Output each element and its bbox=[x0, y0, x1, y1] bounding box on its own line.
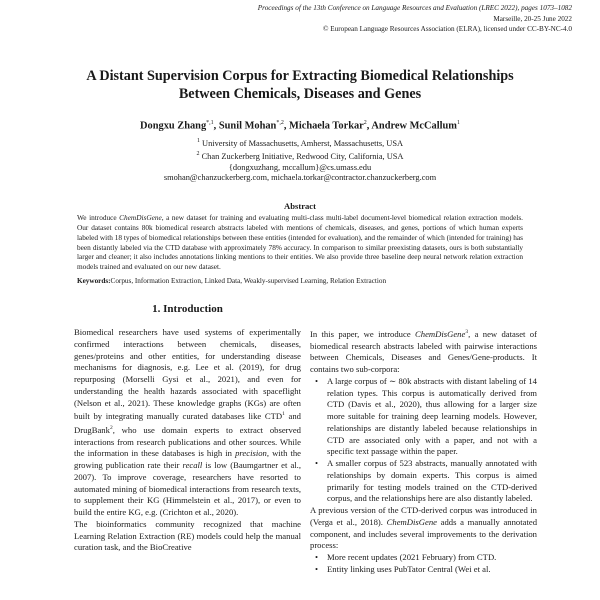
author-mark: 1 bbox=[456, 120, 460, 126]
email-line-1: {dongxuzhang, mccallum}@cs.umass.edu bbox=[228, 162, 372, 172]
right-paragraph-1: In this paper, we introduce ChemDisGene$^3$, a new dataset of biomedical research abstracts labeled with pairwise interactions between Chemicals, Diseases and Genes/Gene-products. It contains two sub-corpora: bbox=[310, 328, 537, 375]
list-item: • Entity linking uses PubTator Central (Wei et al. bbox=[323, 564, 537, 576]
author-name: Andrew McCallum bbox=[371, 120, 457, 132]
affiliation-1: University of Massachusetts, Amherst, Massachusetts, USA bbox=[202, 138, 404, 148]
proceedings-line: Proceedings of the 13th Conference on Language Resources and Evaluation (LREC 2022), pages 1073–1082 bbox=[257, 4, 572, 12]
right-paragraph-2: A previous version of the CTD-derived corpus was introduced in (Verga et al., 2018). ChemDisGene adds a manually annotated component, and includes several improvements to the derivation process: bbox=[310, 505, 538, 551]
affiliation-2: Chan Zuckerberg Initiative, Redwood City, California, USA bbox=[201, 152, 404, 162]
abstract-body: We introduce ChemDisGene, a new dataset for training and evaluating multi-class multi-label document-level biomedical relation extraction models. Our dataset contains 80k biomedical research abstracts labeled with mentions of chemicals, diseases, and genes, portions of which human experts labeled with 18 types of biomedical relationships between these entities (intended for evaluation), and the remainder of which (intended for training) has been distantly labeled via the CTD database with approximately 78% accuracy. In comparison to similar preexisting datasets, ours is both substantially larger and cleaner; it also includes annotations linking mentions to their entities. We also provide three baseline deep neural network relation extraction models trained and evaluated on our new dataset. bbox=[77, 213, 523, 272]
email-line-2: smohan@chanzuckerberg.com, michaela.torkar@contractor.chanzuckerberg.com bbox=[163, 173, 437, 183]
author-mark: *,1 bbox=[206, 120, 214, 126]
right-column bbox=[310, 327, 537, 576]
section-heading-introduction: 1. Introduction bbox=[152, 303, 223, 315]
keywords-text: Corpus, Information Extraction, Linked Data, Weakly-supervised Learning, Relation Extraction bbox=[110, 277, 387, 285]
paper-title bbox=[0, 67, 600, 103]
improvements-list bbox=[310, 552, 537, 576]
keywords bbox=[77, 277, 523, 285]
left-column bbox=[74, 327, 301, 554]
author-name: Dongxu Zhang bbox=[140, 120, 207, 132]
list-item: • A large corpus of ∼ 80k abstracts with distant labeling of 14 relation types. This corpus is automatically derived from CTD (Davis et al., 2020), thus allowing for a larger size more suitable for training deep learning models. However, relationships are distantly labeled because relationships in CTD are associated only with a paper, and not with a specific text passage within the paper. bbox=[323, 376, 537, 458]
subcorpora-list bbox=[310, 376, 537, 505]
list-item: • More recent updates (2021 February) from CTD. bbox=[323, 552, 537, 564]
affiliations: $^1$ University of Massachusetts, Amherst, Massachusetts, USA $^2$ Chan Zuckerberg Initiative, Redwood City, California, USA {dongxuzhang, mccallum}@cs.umass.edu smohan@chanzuckerberg.com, michaela.torkar@contractor.chanzuckerberg.com bbox=[0, 136, 600, 184]
author-name: Michaela Torkar bbox=[289, 120, 364, 132]
abstract-heading: Abstract bbox=[284, 201, 316, 211]
intro-paragraph-2: The bioinformatics community recognized that machine Learning Relation Extraction (RE) models could help the manual curation task, and the BioCreative bbox=[74, 518, 301, 553]
title-line-2: Between Chemicals, Diseases and Genes bbox=[178, 86, 422, 102]
location-line: Marseille, 20-25 June 2022 bbox=[493, 14, 572, 23]
dataset-name: ChemDisGene bbox=[119, 213, 162, 222]
copyright-line: © European Language Resources Association (ELRA), licensed under CC-BY-NC-4.0 bbox=[323, 25, 572, 33]
title-line-1: A Distant Supervision Corpus for Extracting Biomedical Relationships bbox=[86, 68, 514, 84]
page-header bbox=[258, 3, 572, 35]
author-list: Dongxu Zhang$^{*,1}$, Sunil Mohan$^{*,2}$, Michaela Torkar$^2$, Andrew McCallum$^1$ bbox=[140, 120, 460, 132]
keywords-label: Keywords: bbox=[77, 277, 111, 285]
list-item: • A smaller corpus of 523 abstracts, manually annotated with relationships by domain experts. This corpus is aimed primarily for testing models trained on the CTD-derived corpus, and the relationships here are also distantly labeled. bbox=[323, 458, 537, 505]
author-mark: 2 bbox=[363, 120, 367, 126]
author-name: Sunil Mohan bbox=[218, 120, 277, 132]
author-mark: *,2 bbox=[276, 120, 284, 126]
intro-paragraph-1: Biomedical researchers have used systems of experimentally confirmed interactions between chemicals, diseases, genes/proteins and other entities, for understanding disease mechanisms for diagnosis, e.g. Lee et al. (2019), for drug repurposing (Morselli Gysi et al., 2021), and even for understanding the health hazards associated with spaceflight (Nelson et al., 2021). These knowledge graphs (KGs) are often built by integrating manually curated databases like CTD$^1$ and DrugBank$^2$, who use domain experts to extract observed interactions from research publications and other sources. While the information in these databases is high in precision, with the growing publication rate their recall is low (Baumgartner et al., 2007). To improve coverage, researchers have resorted to automated mining of biomedical interactions from research texts, to supplement their KG (Himmelstein et al., 2017), or even to build the entire KG, e.g. (Crichton et al., 2020). bbox=[74, 327, 302, 517]
